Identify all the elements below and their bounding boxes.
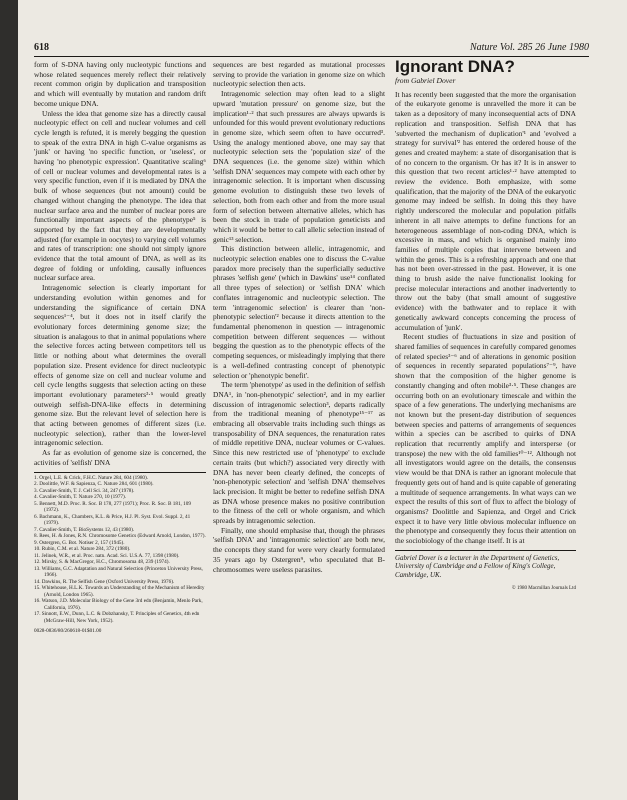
article-title: Ignorant DNA? (395, 60, 515, 76)
col2-paragraph: sequences are best regarded as mutational processes serving to provide the variation in genome size on which nucleotypic selection then acts. (213, 60, 385, 89)
reference-item: 13. Williams, G.C. Adaptation and Natural Selection (Princeton University Press, 1966). (34, 565, 203, 579)
col2-paragraph: Intragenomic selection may often lead to a slight upward 'mutation pressure' on genome size, but the implication¹·² that such pressures are always upwards is unfounded for this would prevent evolutionary reductions in genome size, which seem often to have occurred³. Using the analogy mentioned above, one may say that nucleotypic selection sets the 'population size' of the DNA sequences (i.e. the genome size) within which 'selfish DNA' sequences may compete with each other by intragenomic selection. It is important when discussing genome evolution to distinguish these two levels of selection, both from each other and from the more usual form of selection between alternative alleles, which has been the stock in trade of population geneticists and which it would be better to call allelic selection instead of genic¹³ selection. (213, 89, 385, 244)
reference-item: 14. Dawkins, R. The Selfish Gene (Oxford University Press, 1976). (34, 578, 175, 585)
reference-item: 17. Sinnott, E.W., Dunn, L.C. & Dobzhansky, T. Principles of Genetics, 4th edn (McGraw-Hill, New York, 1952). (34, 611, 200, 624)
article-byline: from Gabriel Dover (395, 76, 456, 85)
journal-page (18, 0, 627, 800)
col1-paragraph: form of S-DNA having only nucleotypic functions and whose related sequences merely reflect their relatively recent common origin by duplication and transposition and which will eventually by mutation and random drift become unique DNA. (34, 60, 206, 108)
reference-item: 8. Rees, H. & Jones, R.N. Chromosome Genetics (Edward Arnold, London, 1977). (34, 533, 206, 540)
reference-item: 2. Doolittle, W.F. & Sapienza, C. Nature 284, 601 (1980). (34, 481, 154, 488)
reference-item: 5. Bennett, M.D. Proc. R. Soc. B 178, 277 (1971); Proc. R. Soc. B 181, 109 (1972). (34, 500, 191, 514)
reference-item: 12. Mirsky, S. & MacGregor, H.C., Chromosoma 48, 239 (1974). (34, 559, 170, 566)
col3-paragraph: Recent studies of fluctuations in size and position of shared families of sequences in carefully compared genomes of related species³⁻⁶ and of alterations in genomic position of sequences in recently separated populations⁷⁻⁹, have shown that the composition of the higher genome is constantly changing and often mobile³·⁵. These changes are occurring both on an evolutionary timescale and within the space of a few generations. The underlying mechanisms are not known but the present-day distribution of sequences between species and patterns of arrangements of sequences within a species can be ascribed to quirks of DNA replication that recurrently amplify and intersperse (or transpose) the new with the old families¹⁰⁻¹². Although not all investigators would agree on the details, the consensus view would be that DNA is rather an ignorant molecule that frequently gets out of hand and is quite capable of generating a multitude of sequence arrangements. In what ways can we expect the results of this sort of flux to affect the biology of organisms? Doolittle and Sapienza, and Orgel and Crick expect it to have very little obvious molecular influence on the phenotype and consequently they focus their attention on the sociobiology of the change itself. It is at (395, 332, 576, 546)
col1-paragraph: Unless the idea that genome size has a directly causal nucleotypic effect on cell and nuclear volumes and cell cycle length is refuted, it is merely begging the question to speak of the extra DNA in high C-value organisms as 'junk' or having 'no specific function, or 'useless', or having 'no phenotypic expression'. Quantitative scaling⁶ of cell or nuclear volumes and developmental rates is a very specific function, even if it is mediated by DNA the bulk of whose sequences (but not amount) could be changed without changing the phenotype. The idea that nuclear surface area and the number of nuclear pores are functionally important aspects of the phenotype⁵ is supported by the fact that they are developmentally adjusted (for example in oocytes) to varying cell volumes and rates of transcription: one should not simply ignore evidence that the total amount of DNA, as well as its degree of folding or unfolding, causally influences nuclear surface area. (34, 108, 206, 283)
reference-item: 15. Whitehouse, H.L.K. Towards an Understanding of the Mechanism of Heredity (Arnold, London 1965). (34, 585, 205, 598)
col2-paragraph: Finally, one should emphasise that, though the phrases 'selfish DNA' and 'intragenomic selection' are both new, the concepts they stand for were very clearly formulated 35 years ago by Ostergren⁹, who speculated that B-chromosomes were useless parasites. (213, 525, 385, 574)
col2-paragraph: The term 'phenotype' as used in the definition of selfish DNA¹, in 'non-phenotypic' selection², and in my earlier discussion of intragenomic selection³, departs radically from the traditional meaning of phenotype¹⁵⁻¹⁷ as embracing all observable traits including such things as transposability of DNA sequences, the renaturation rates of middle repetitive DNA, nuclear volumes or C-values. Since this new restricted use of 'phenotype' to exclude certain traits (but which?) associated very directly with DNA has never been clearly defined, the concepts of 'non-phenotypic selection' and 'selfish DNA' themselves lack precision. It might be better to redefine selfish DNA as DNA whose presence makes no positive contribution to the fitness of the cell or whole organism, and which spreads by intragenomic selection. (213, 380, 385, 526)
reference-list (34, 472, 206, 625)
column-3 (395, 60, 576, 780)
reference-item: 10. Rubin, C.M. et al. Nature 284, 372 (1980). (34, 546, 131, 553)
doi-line: 0028-0836/80/260618-01$01.00 (34, 628, 102, 635)
column-2 (213, 60, 385, 780)
header-rule (34, 56, 589, 57)
page-number: 618 (34, 42, 49, 53)
reference-item: 11. Jelinek, W.R., et al. Proc. natn. Acad. Sci. U.S.A. 77, 1398 (1980). (34, 552, 180, 559)
reference-item: 6. Bachmann, K., Chambers, K.L. & Price, H.J. Pl. Syst. Evol. Suppl. 2, 41 (1979). (34, 513, 191, 527)
reference-item: 9. Ostergren, G. Bot. Notiser 2, 157 (1945). (34, 539, 125, 546)
column-1 (34, 60, 206, 780)
reference-item: 4. Cavalier-Smith, T. Nature 270, 10 (1977). (34, 494, 127, 501)
col2-paragraph: This distinction between allelic, intragenomic, and nucleotypic selection enables one to discuss the C-value paradox more precisely than the superficially seductive phrases 'selfish gene' (which in Dawkins' use¹⁴ conflated all three types of selection) or 'selfish DNA' which conflates intragenomic and nucleotypic selection. The term 'intragenomic selection' is clearer than 'non-phenotypic selection'² because it directs attention to the fundamental phenomenon in question — intragenomic competition between different sequences — without begging the question as to the phenotypic effects of the competing sequences, or misleadingly implying that there is a well-defined contrasting concept of phenotypic selection or 'phenotypic benefit'. (213, 244, 385, 380)
col1-paragraph: As far as evolution of genome size is concerned, the activities of 'selfish' DNA (34, 448, 206, 467)
copyright-line: © 1980 Macmillan Journals Ltd (511, 585, 576, 591)
reference-item: 3. Cavalier-Smith, T. J. Cell Sci. 34, 247 (1978). (34, 487, 135, 494)
reference-item: 16. Watson, J.D. Molecular Biology of the Gene 3rd edn (Benjamin, Menlo Park, California, 1976). (34, 598, 203, 611)
reference-item: 1. Orgel, L.E. & Crick, F.H.C. Nature 284, 604 (1980). (34, 474, 149, 481)
col1-paragraph: Intragenomic selection is clearly important for understanding evolution within genomes and for understanding the significance of certain DNA sequences¹⁻⁴, but it does not in itself clarify the evolutionary forces determining genome size; the situation is analagous to that in animal populations where the selective forces acting between competitors tell us little or nothing about what determines the overall population size. Present evidence for direct nucleotypic effects of genome size on cell and nuclear volume and cell cycle lengths suggests that selection acting on these important evolutionary parameters³·⁵ would greatly outweigh selfish-DNA-like effects in determining genome size. But the relevant level of selection here is that acting between genomes of different sizes (i.e. nucleotypic selection), rather than the lower-level intragenomic selection. (34, 283, 206, 448)
author-affiliation: Gabriel Dover is a lecturer in the Department of Genetics, University of Cambridge and a Fellow of King's College, Cambridge, UK. (395, 550, 576, 580)
journal-header: Nature Vol. 285 26 June 1980 (469, 42, 589, 53)
col3-paragraph: It has recently been suggested that the more the organisation of the eukaryote genome is unravelled the more it can be taken as a depository of many inconsequential acts of DNA replication and transposition. Selfish DNA that has 'subverted the mechanism of duplication'¹ and 'evolved a strategy for survival'² has entered the ordered house of the genes and created mayhem: a state of disorganisation that is of no concern to the organism. Or has it? It is in answer to this question that two recent articles¹·² have attempted to review the evidence. Both emphasize, with some qualification, that the majority of the DNA of the eukaryotic genome may indeed be selfish. In doing this they have rightly underscored the molecular and population pitfalls inherent in all naive attempts to define functions for an heterogeneous assemblage of non-coding DNA, which is excessive in mass, and which is organised mainly into families of multiple copies that intervene between and within the genes. This is a refreshing approach and one that has not been over-stressed in the past. However, it is one thing to brush aside the naive functionalist looking for precise molecular interactions and another inadvertently to throw out the baby (that small amount of suggestive evidence) with the bathwater and to replace it with genetically awkward concepts concerning the process of accumulation of 'junk'. (395, 89, 576, 332)
reference-item: 7. Cavalier-Smith, T. BioSystems 12, 43 (1980). (34, 526, 135, 533)
